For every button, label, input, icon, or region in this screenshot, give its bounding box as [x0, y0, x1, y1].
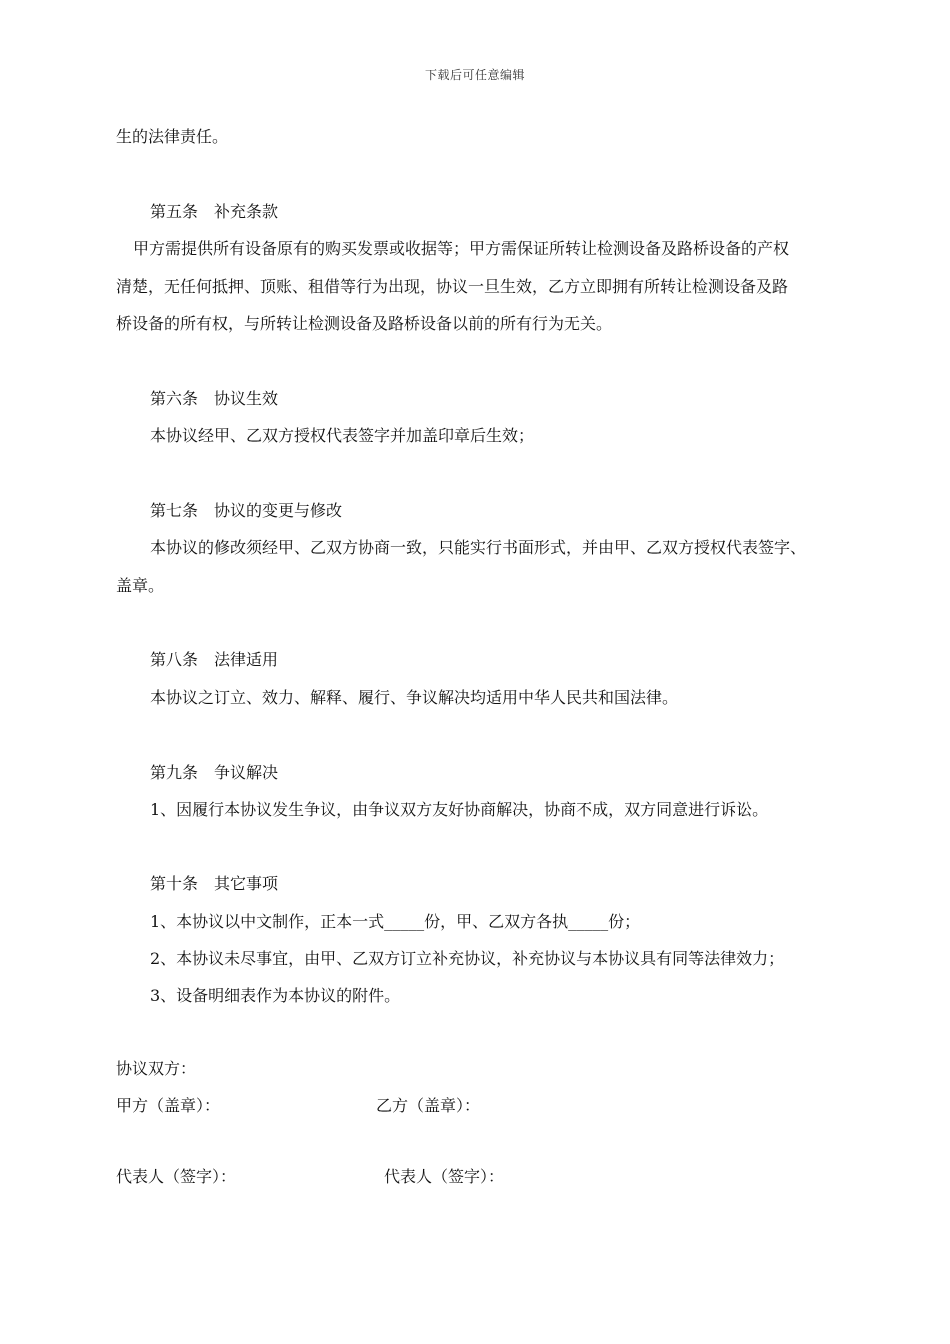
article-9-heading	[150, 763, 278, 783]
article-number: 第七条	[150, 501, 199, 520]
article-title: 补充条款	[214, 202, 279, 221]
article-number: 第十条	[150, 874, 199, 893]
article-title: 协议生效	[214, 389, 279, 408]
paragraph-line: 2、本协议未尽事宜，由甲、乙双方订立补充协议，补充协议与本协议具有同等法律效力；	[150, 949, 785, 968]
article-number: 第五条	[150, 202, 199, 221]
header-note: 下载后可任意编辑	[424, 68, 525, 82]
rep-a-signature-label: 代表人（签字）：	[116, 1167, 237, 1186]
paragraph-line: 1、本协议以中文制作，正本一式_____份，甲、乙双方各执_____份；	[150, 912, 641, 931]
article-6-heading	[150, 389, 278, 409]
paragraph-line: 清楚，无任何抵押、顶账、租借等行为出现，协议一旦生效，乙方立即拥有所转让检测设备及路	[116, 277, 789, 296]
article-number: 第九条	[150, 763, 199, 782]
continued-text: 生的法律责任。	[116, 127, 229, 146]
parties-label: 协议双方：	[116, 1059, 197, 1078]
article-8-heading	[150, 650, 278, 670]
rep-b-signature-label: 代表人（签字）：	[384, 1167, 505, 1186]
article-10-heading	[150, 874, 278, 894]
article-title: 其它事项	[214, 874, 279, 893]
article-title: 争议解决	[214, 763, 279, 782]
paragraph-line: 桥设备的所有权，与所转让检测设备及路桥设备以前的所有行为无关。	[116, 314, 613, 333]
article-title: 法律适用	[214, 650, 279, 669]
article-title: 协议的变更与修改	[214, 501, 343, 520]
paragraph-line: 3、设备明细表作为本协议的附件。	[150, 986, 401, 1005]
paragraph-line: 盖章。	[116, 576, 165, 595]
party-b-seal-label: 乙方（盖章）：	[376, 1096, 481, 1115]
paragraph-line: 1、因履行本协议发生争议，由争议双方友好协商解决，协商不成，双方同意进行诉讼。	[150, 800, 769, 819]
article-number: 第六条	[150, 389, 199, 408]
paragraph-line: 本协议之订立、效力、解释、履行、争议解决均适用中华人民共和国法律。	[150, 688, 679, 707]
party-a-seal-label: 甲方（盖章）：	[116, 1096, 221, 1115]
article-5-heading	[150, 202, 278, 222]
paragraph-line: 本协议的修改须经甲、乙双方协商一致，只能实行书面形式，并由甲、乙双方授权代表签字、	[150, 538, 807, 557]
paragraph-line: 本协议经甲、乙双方授权代表签字并加盖印章后生效；	[150, 426, 535, 445]
article-number: 第八条	[150, 650, 199, 669]
paragraph-line: 甲方需提供所有设备原有的购买发票或收据等；甲方需保证所转让检测设备及路桥设备的产权	[133, 239, 790, 258]
article-7-heading	[150, 501, 342, 521]
